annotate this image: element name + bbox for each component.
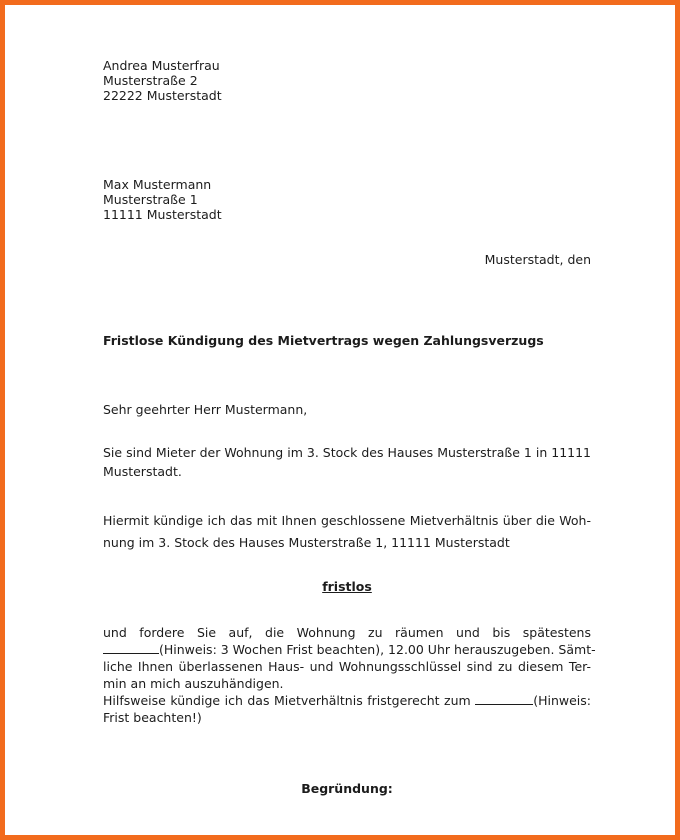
recipient-city: 11111 Musterstadt	[103, 207, 222, 222]
paragraph-line: Hiermit kündige ich das mit Ihnen geschlossene Mietverhältnis über die Woh-	[103, 513, 591, 528]
paragraph-line: nung im 3. Stock des Hauses Musterstraße 1, 11111 Musterstadt	[103, 535, 510, 550]
date-blank	[103, 642, 159, 654]
paragraph-line: liche Ihnen überlassenen Haus- und Wohnungsschlüssel sind zu diesem Ter-	[103, 659, 591, 674]
sender-city: 22222 Musterstadt	[103, 88, 222, 103]
emphasis-fristlos	[103, 579, 591, 594]
recipient-name: Max Mustermann	[103, 177, 212, 192]
paragraph-segment: (Hinweis:	[533, 693, 591, 708]
place-date-text: Musterstadt, den	[484, 252, 591, 267]
sender-address	[103, 58, 591, 103]
paragraph-line-with-blank	[103, 693, 591, 709]
paragraph-termination	[103, 513, 591, 550]
subject-text: Fristlose Kündigung des Mietvertrags wegen Zahlungsverzugs	[103, 333, 544, 348]
paragraph-line: Frist beachten!)	[103, 710, 202, 725]
recipient-address	[103, 177, 591, 222]
paragraph-line: Sie sind Mieter der Wohnung im 3. Stock des Hauses Musterstraße 1 in 11111	[103, 445, 591, 460]
paragraph-demand	[103, 625, 596, 726]
paragraph-segment: (Hinweis: 3 Wochen Frist beachten), 12.00 Uhr herauszugeben. Sämt-	[159, 642, 596, 657]
salutation	[103, 402, 591, 417]
subject-line	[103, 333, 591, 348]
paragraph-line-with-blank	[103, 642, 596, 658]
sender-street: Musterstraße 2	[103, 73, 198, 88]
recipient-street: Musterstraße 1	[103, 192, 198, 207]
paragraph-line: und fordere Sie auf, die Wohnung zu räumen und bis spätestens	[103, 625, 591, 640]
sender-name: Andrea Musterfrau	[103, 58, 220, 73]
paragraph-line: Musterstadt.	[103, 464, 182, 479]
section-heading-text: Begründung:	[301, 781, 393, 796]
place-date	[103, 252, 591, 267]
date-blank	[475, 693, 533, 705]
section-heading	[83, 781, 611, 796]
emphasis-text: fristlos	[322, 579, 372, 594]
paragraph-line: min an mich auszuhändigen.	[103, 676, 284, 691]
paragraph-segment: Hilfsweise kündige ich das Mietverhältnis fristgerecht zum	[103, 693, 476, 708]
paragraph-tenant-info	[103, 445, 591, 479]
salutation-text: Sehr geehrter Herr Mustermann,	[103, 402, 308, 417]
